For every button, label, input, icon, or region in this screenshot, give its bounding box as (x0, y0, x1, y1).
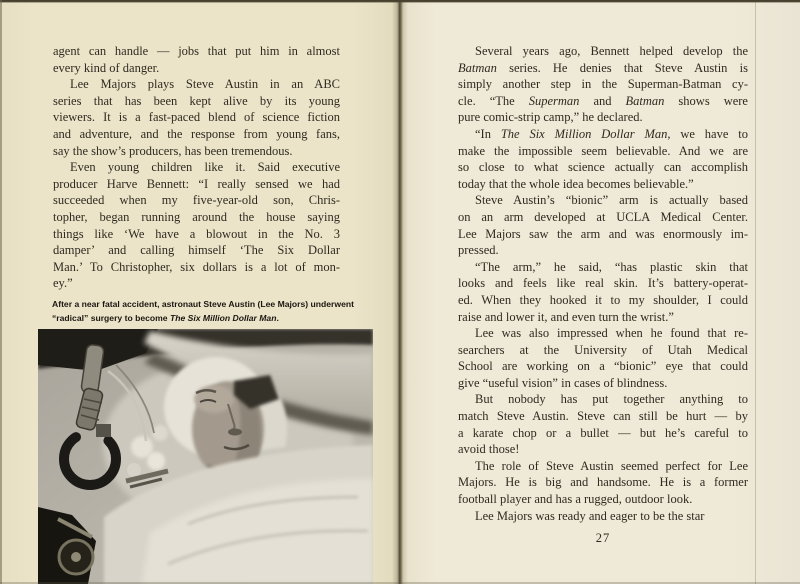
text-segment: pure comic-strip camp,” he declared. (458, 110, 643, 125)
gauze-4 (127, 463, 141, 477)
text-line (458, 209, 748, 226)
text-segment: Man.’ To Christopher, six dollars is a lot of mon- (53, 259, 340, 274)
left-page-text (53, 43, 340, 292)
text-line (53, 176, 340, 193)
text-line (458, 259, 748, 276)
text-line (53, 226, 340, 243)
text-segment: “radical” surgery to become (52, 312, 170, 323)
text-line (458, 226, 748, 243)
paragraph (458, 43, 748, 126)
right-page-text (458, 43, 748, 524)
text-segment: things like ‘We have a blowout in the No. 3 (53, 226, 340, 241)
paragraph (458, 508, 748, 525)
text-segment: cle. “The (458, 93, 529, 108)
text-line (458, 60, 748, 77)
text-segment: ed. When they hooked it to my shoulder, I could (458, 292, 748, 307)
text-line (458, 491, 748, 508)
text-line (53, 109, 340, 126)
left-page (0, 0, 399, 584)
paragraph (53, 43, 340, 76)
text-line (458, 275, 748, 292)
text-segment: Several years ago, Bennett helped develop the (475, 44, 748, 58)
text-segment: simply another step in the Superman-Batman cy- (458, 77, 748, 92)
wheel-hub (71, 552, 81, 562)
text-segment: today that the whole idea becomes believable.” (458, 176, 694, 191)
paragraph (458, 126, 748, 192)
paragraph (458, 259, 748, 325)
paragraph (458, 325, 748, 391)
book-spine (392, 0, 408, 584)
forehead-highlight (194, 385, 234, 413)
text-segment: producer Harve Bennett: “I really sensed we had (53, 176, 340, 191)
text-line (52, 298, 392, 312)
text-line (458, 458, 748, 475)
text-line (458, 375, 748, 392)
text-line (458, 358, 748, 375)
text-segment: series. He denies that Steve Austin is (496, 60, 748, 75)
text-line (458, 441, 748, 458)
page-edge-line (755, 0, 756, 584)
top-edge (0, 0, 800, 3)
right-page (401, 0, 800, 584)
text-line (53, 259, 340, 276)
text-segment: give “useful vision” in cases of blindness. (458, 375, 668, 390)
text-line (53, 209, 340, 226)
text-segment: damper’ and calling himself ‘The Six Dollar (53, 243, 340, 258)
text-segment: School are working on a “bionic” eye that could (458, 359, 748, 374)
hospital-photo (38, 329, 373, 584)
text-line (458, 508, 748, 525)
text-segment: ey.” (53, 276, 73, 291)
text-segment: Lee Majors saw the arm and was enormously im- (458, 226, 748, 241)
text-segment: shows were (664, 93, 748, 108)
text-line (458, 309, 748, 326)
text-line (53, 60, 340, 77)
text-line (458, 109, 748, 126)
text-line (53, 275, 340, 292)
text-line (458, 126, 748, 143)
text-segment: pressed. (458, 243, 499, 258)
text-segment: “In (475, 126, 501, 141)
text-segment: avoid those! (458, 442, 520, 457)
text-segment: Steve Austin’s “bionic” arm is actually based (475, 193, 748, 208)
text-line (458, 176, 748, 193)
text-line (458, 192, 748, 209)
text-segment: The Six Million Dollar Man (500, 126, 668, 141)
text-segment: looks and feels like real skin. It’s battery-operat- (458, 276, 748, 291)
text-segment: every kind of danger. (53, 60, 160, 75)
page-number: 27 (595, 531, 611, 545)
text-segment: Batman (458, 60, 497, 75)
text-segment: make the impossible seem believable. And we are (458, 143, 748, 158)
text-line (458, 93, 748, 110)
text-line (458, 408, 748, 425)
text-line (458, 425, 748, 442)
text-segment: succeeded when my five-year-old son, Chris- (53, 193, 340, 208)
gauze-2 (152, 425, 168, 441)
paragraph (458, 458, 748, 508)
text-line (458, 325, 748, 342)
text-segment: and (579, 93, 626, 108)
text-segment: raise and lower it, and even turn the wrist.” (458, 309, 674, 324)
text-segment: so close to what science actually can accomplish (458, 160, 748, 175)
text-segment: match Steve Austin. Steve can still be hurt — by (458, 409, 748, 424)
nose-shadow (228, 429, 242, 436)
text-line (458, 292, 748, 309)
paragraph (53, 159, 340, 292)
text-line (53, 159, 340, 176)
text-line (458, 474, 748, 491)
text-line (53, 93, 340, 110)
text-line (458, 342, 748, 359)
text-segment: and adventure, and the response from young fans, (53, 126, 340, 141)
text-line (458, 242, 748, 259)
text-line (458, 159, 748, 176)
text-segment: Superman (528, 93, 580, 108)
text-segment: , we have to (667, 126, 748, 141)
text-segment: football player and has a rugged, outdoor look. (458, 492, 693, 507)
text-segment: Lee was also impressed when he found that re- (475, 326, 748, 341)
text-segment: searchers at the University of Utah Medical (458, 342, 748, 357)
text-segment: viewers. It is a fast-paced blend of science fiction (53, 110, 340, 125)
text-line (53, 242, 340, 259)
paragraph (53, 76, 340, 159)
text-line (458, 43, 748, 60)
text-segment: After a near fatal accident, astronaut Steve Austin (Lee Majors) underwent (52, 299, 354, 309)
text-segment: say the show’s producers, has been tremendous. (53, 143, 293, 158)
text-segment: Lee Majors was ready and eager to be the star (475, 508, 705, 523)
text-segment: . (276, 312, 279, 323)
text-line (53, 126, 340, 143)
text-line (458, 76, 748, 93)
text-segment: Majors. He is big and handsome. He is a former (458, 475, 748, 490)
text-line (53, 43, 340, 60)
text-line (53, 192, 340, 209)
gauze-3 (147, 452, 165, 470)
text-line (458, 391, 748, 408)
photo-caption (52, 298, 392, 325)
text-segment: Batman (625, 93, 665, 108)
text-segment: agent can handle — jobs that put him in almost (53, 44, 340, 58)
text-segment: topher, began running around the house saying (53, 209, 340, 224)
text-segment: The role of Steve Austin seemed perfect for Lee (475, 458, 748, 473)
text-segment: a karate chop or a bullet — but he’s careful to (458, 425, 748, 440)
text-segment: series that has been kept alive by its young (53, 93, 340, 108)
text-segment: “The arm,” he said, “has plastic skin that (475, 259, 748, 274)
text-line (458, 143, 748, 160)
paragraph (52, 298, 392, 325)
text-segment: Even young children like it. Said executive (70, 160, 340, 175)
paragraph (458, 192, 748, 258)
text-line (53, 143, 340, 160)
text-segment: But nobody has put together anything to (475, 392, 748, 407)
hose-fitting (96, 424, 111, 437)
text-segment: Lee Majors plays Steve Austin in an ABC (70, 77, 340, 92)
text-segment: on an arm developed at UCLA Medical Center. (458, 209, 748, 224)
paragraph (458, 391, 748, 457)
text-line (52, 312, 392, 326)
text-line (53, 76, 340, 93)
text-segment: The Six Million Dollar Man (169, 312, 277, 323)
left-edge (0, 0, 2, 584)
